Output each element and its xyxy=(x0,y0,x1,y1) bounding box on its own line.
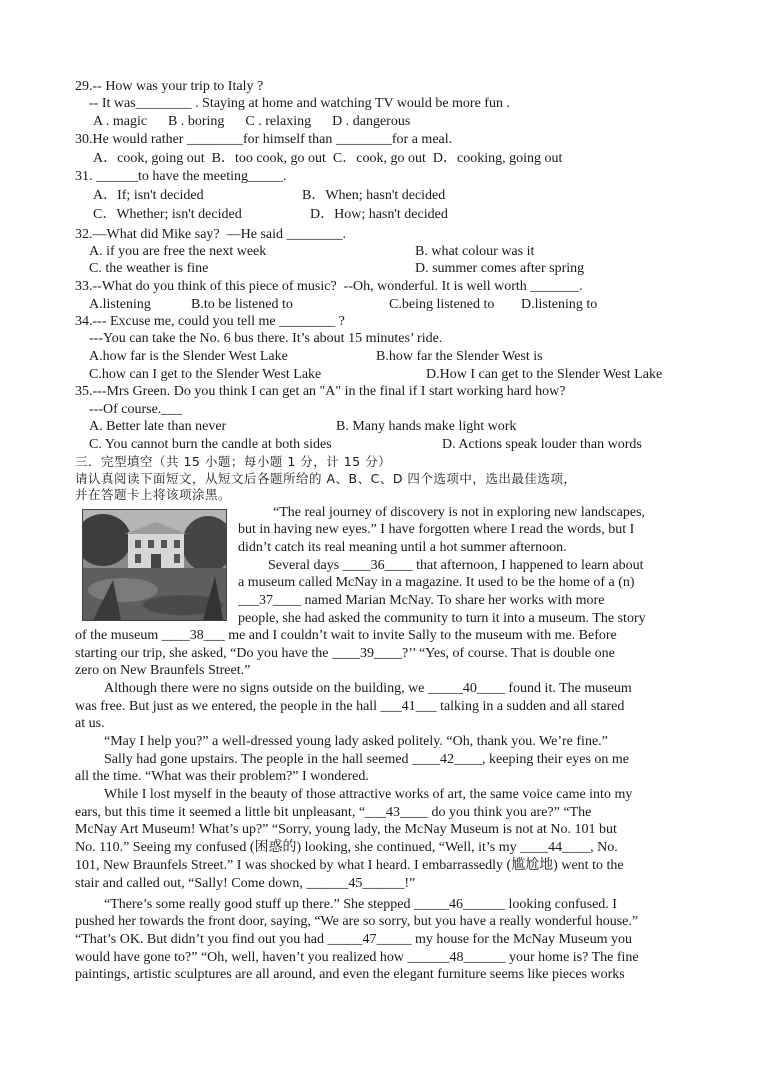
question-32-stem: 32.—What did Mike say? —He said ________. xyxy=(75,227,347,242)
passage-line: but in having new eyes.” I have forgotten where I read the words, but I xyxy=(238,522,635,537)
passage-line: Although there were no signs outside on the building, we _____40____ found it. The museum xyxy=(104,681,632,696)
passage-line: While I lost myself in the beauty of those attractive works of art, the same voice came into my xyxy=(104,787,633,802)
question-34-stem: 34.--- Excuse me, could you tell me ________ ? xyxy=(75,314,345,329)
question-31-option-d: D．How; hasn't decided xyxy=(310,207,448,222)
section-instruction-1: 请认真阅读下面短文，从短文后各题所给的 A、B、C、D 四个选项中，选出最佳选项， xyxy=(75,471,577,486)
question-33-option-b: B.to be listened to xyxy=(191,297,293,312)
question-30-options: A．cook, going out B．too cook, go out C．cook, go out D．cooking, going out xyxy=(93,151,563,166)
question-34-option-d: D.How I can get to the Slender West Lake xyxy=(426,367,663,382)
passage-line: “May I help you?” a well-dressed young lady asked politely. “Oh, thank you. We’re fine.” xyxy=(104,734,608,749)
section-instruction-2: 并在答题卡上将该项涂黑。 xyxy=(75,487,232,502)
section-heading: 三．完型填空（共 15 小题；每小题 1 分，计 15 分） xyxy=(75,454,392,469)
passage-line: a museum called McNay in a magazine. It used to be the home of a (n) xyxy=(238,575,635,590)
question-32-option-c: C. the weather is fine xyxy=(89,261,209,276)
passage-line: Several days ____36____ that afternoon, I happened to learn about xyxy=(268,558,644,573)
question-35-option-b: B. Many hands make light work xyxy=(336,419,517,434)
passage-line: stair and called out, “Sally! Come down, ______45______!” xyxy=(75,876,416,891)
question-34-option-a: A.how far is the Slender West Lake xyxy=(89,349,288,364)
question-35-line-2: ---Of course.___ xyxy=(89,402,183,417)
question-35-option-a: A. Better late than never xyxy=(89,419,227,434)
passage-line: “There’s some really good stuff up there.” She stepped _____46______ looking confused. I xyxy=(104,897,617,912)
question-29-line-2: -- It was________ . Staying at home and watching TV would be more fun . xyxy=(89,96,510,111)
passage-line: ears, but this time it seemed a little bit unpleasant, “___43____ do you think you are?” “The xyxy=(75,805,592,820)
question-30-stem: 30.He would rather ________for himself than ________for a meal. xyxy=(75,132,453,147)
question-34-option-c: C.how can I get to the Slender West Lake xyxy=(89,367,322,382)
question-32-option-a: A. if you are free the next week xyxy=(89,244,267,259)
passage-line: people, she had asked the community to turn it into a museum. The story xyxy=(238,611,646,626)
question-33-option-d: D.listening to xyxy=(521,297,598,312)
passage-line: all the time. “What was their problem?” I wondered. xyxy=(75,769,369,784)
question-34-line-2: ---You can take the No. 6 bus there. It’s about 15 minutes’ ride. xyxy=(89,331,443,346)
question-31-option-b: B．When; hasn't decided xyxy=(302,188,446,203)
passage-line: zero on New Braunfels Street.” xyxy=(75,663,251,678)
passage-line: didn’t catch its real meaning until a hot summer afternoon. xyxy=(238,540,567,555)
passage-line: would have gone to?” “Oh, well, haven’t you realized how ______48______ your home is? The fine xyxy=(75,950,639,965)
passage-line: starting our trip, she asked, “Do you have the ____39____?’’ “Yes, of course. That is double one xyxy=(75,646,615,661)
passage-line: “That’s OK. But didn’t you find out you had _____47_____ my house for the McNay Museum you xyxy=(75,932,632,947)
passage-line: McNay Art Museum! What’s up?” “Sorry, young lady, the McNay Museum is not at No. 101 but xyxy=(75,822,617,837)
passage-line: No. 110.” Seeing my confused (困惑的) looking, she continued, “Well, it’s my ____44____, No. xyxy=(75,840,618,855)
passage-line: ___37____ named Marian McNay. To share her works with more xyxy=(238,593,605,608)
question-35-option-c: C. You cannot burn the candle at both sides xyxy=(89,437,332,452)
passage-line: of the museum ____38___ me and I couldn’t wait to invite Sally to the museum with me. Before xyxy=(75,628,617,643)
question-29-stem: 29.-- How was your trip to Italy ? xyxy=(75,79,264,94)
museum-photo-graphic xyxy=(83,510,226,620)
passage-line: at us. xyxy=(75,716,105,731)
question-31-option-a: A．If; isn't decided xyxy=(93,188,204,203)
question-29-options: A . magic B . boring C . relaxing D . dangerous xyxy=(93,114,411,129)
passage-line: paintings, artistic sculptures are all around, and even the elegant furniture seems like pieces works xyxy=(75,967,625,982)
passage-line: 101, New Braunfels Street.” I was shocked by what I heard. I embarrassedly (尴尬地) went to the xyxy=(75,858,624,873)
museum-photo xyxy=(82,509,227,621)
question-35-option-d: D. Actions speak louder than words xyxy=(442,437,642,452)
passage-line: was free. But just as we entered, the people in the hall ___41___ talking in a sudden and all stared xyxy=(75,699,625,714)
question-31-option-c: C．Whether; isn't decided xyxy=(93,207,242,222)
question-32-option-d: D. summer comes after spring xyxy=(415,261,585,276)
question-33-stem: 33.--What do you think of this piece of music? --Oh, wonderful. It is well worth _______. xyxy=(75,279,583,294)
question-32-option-b: B. what colour was it xyxy=(415,244,535,259)
question-33-option-c: C.being listened to xyxy=(389,297,495,312)
question-35-stem: 35.---Mrs Green. Do you think I can get an "A" in the final if I start working hard how? xyxy=(75,384,566,399)
question-31-stem: 31. ______to have the meeting_____. xyxy=(75,169,287,184)
passage-line: Sally had gone upstairs. The people in the hall seemed ____42____, keeping their eyes on me xyxy=(104,752,630,767)
question-34-option-b: B.how far the Slender West is xyxy=(376,349,543,364)
passage-line: “The real journey of discovery is not in exploring new landscapes, xyxy=(273,505,646,520)
question-33-option-a: A.listening xyxy=(89,297,151,312)
passage-line: pushed her towards the front door, saying, “We are so sorry, but you have a really wonderful house.” xyxy=(75,914,639,929)
